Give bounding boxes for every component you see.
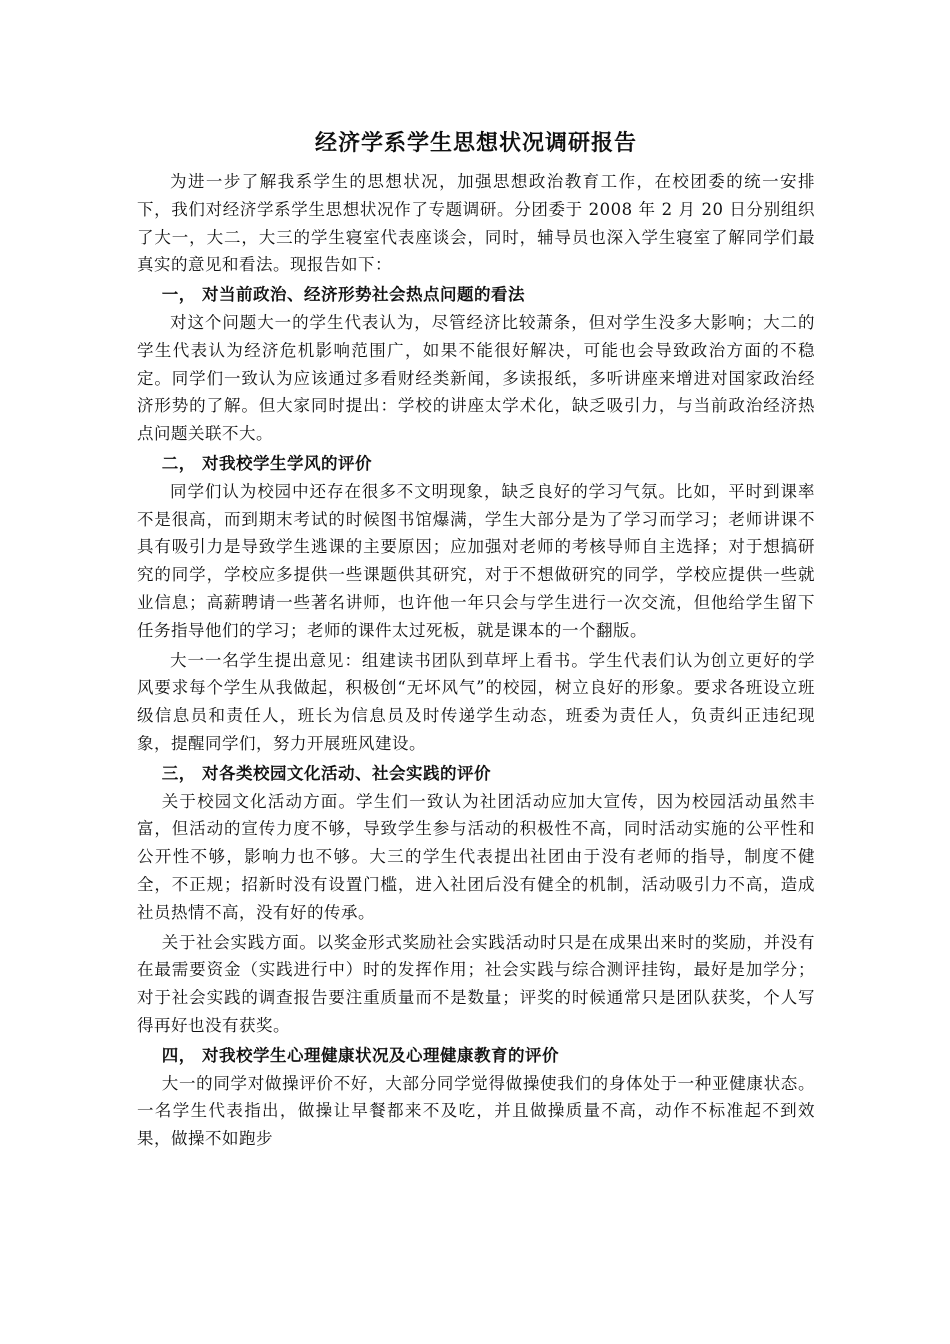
section-4-heading: 四， 对我校学生心理健康状况及心理健康教育的评价: [161, 1045, 559, 1065]
section-4-paragraph-1: 大一的同学对做操评价不好，大部分同学觉得做操使我们的身体处于一种亚健康状态。一名学生代表指出，做操让早餐都来不及吃，并且做操质量不高，动作不标准起不到效果，做操不如跑步: [137, 1073, 815, 1149]
section-1-heading: 一， 对当前政治、经济形势社会热点问题的看法: [161, 285, 525, 305]
section-3-paragraph-1: 关于校园文化活动方面。学生们一致认为社团活动应加大宣传，因为校园活动虽然丰富，但活动的宣传力度不够，导致学生参与活动的积极性不高，同时活动实施的公平性和公开性不够，影响力也不够。大三的学生代表提出社团由于没有老师的指导，制度不健全，不正规；招新时没有设置门槛，进入社团后没有健全的机制，活动吸引力不高，造成社员热情不高，没有好的传承。: [137, 791, 815, 922]
document-title: 经济学系学生思想状况调研报告: [314, 130, 637, 156]
section-2-paragraph-1: 同学们认为校园中还存在很多不文明现象，缺乏良好的学习气氛。比如，平时到课率不是很高，而到期末考试的时候图书馆爆满，学生大部分是为了学习而学习；老师讲课不具有吸引力是导致学生逃课的主要原因；应加强对老师的考核导师自主选择；对于想搞研究的同学，学校应多提供一些课题供其研究，对于不想做研究的同学，学校应提供一些就业信息；高薪聘请一些著名讲师，也许他一年只会与学生进行一次交流，但他给学生留下任务指导他们的学习；老师的课件太过死板，就是课本的一个翻版。: [137, 481, 815, 640]
section-2-heading: 二， 对我校学生学风的评价: [161, 453, 372, 473]
section-1-paragraph-1: 对这个问题大一的学生代表认为，尽管经济比较萧条，但对学生没多大影响；大二的学生代表认为经济危机影响范围广，如果不能很好解决，可能也会导致政治方面的不稳定。同学们一致认为应该通过多看财经类新闻，多读报纸，多听讲座来增进对国家政治经济形势的了解。但大家同时提出：学校的讲座太学术化，缺乏吸引力，与当前政治经济热点问题关联不大。: [137, 312, 815, 444]
section-2-paragraph-2: 大一一名学生提出意见：组建读书团队到草坪上看书。学生代表们认为创立更好的学风要求每个学生从我做起，积极创“无坏风气”的校园，树立良好的形象。要求各班设立班级信息员和责任人，班长为信息员及时传递学生动态，班委为责任人，负责纠正违纪现象，提醒同学们，努力开展班风建设。: [137, 650, 815, 753]
section-3-paragraph-2: 关于社会实践方面。以奖金形式奖励社会实践活动时只是在成果出来时的奖励，并没有在最需要资金（实践进行中）时的发挥作用；社会实践与综合测评挂钩，最好是加学分；对于社会实践的调查报告要注重质量而不是数量；评奖的时候通常只是团队获奖，个人写得再好也没有获奖。: [137, 932, 815, 1035]
section-3-heading: 三， 对各类校园文化活动、社会实践的评价: [161, 763, 491, 783]
document-page: [137, 128, 815, 1155]
intro-paragraph: 为进一步了解我系学生的思想状况，加强思想政治教育工作，在校团委的统一安排下，我们对经济学系学生思想状况作了专题调研。分团委于 2008 年 2 月 20 日分别组织了大一，大二，大三的学生寝室代表座谈会，同时，辅导员也深入学生寝室了解同学们最真实的意见和看法。现报告如下：: [137, 172, 815, 275]
